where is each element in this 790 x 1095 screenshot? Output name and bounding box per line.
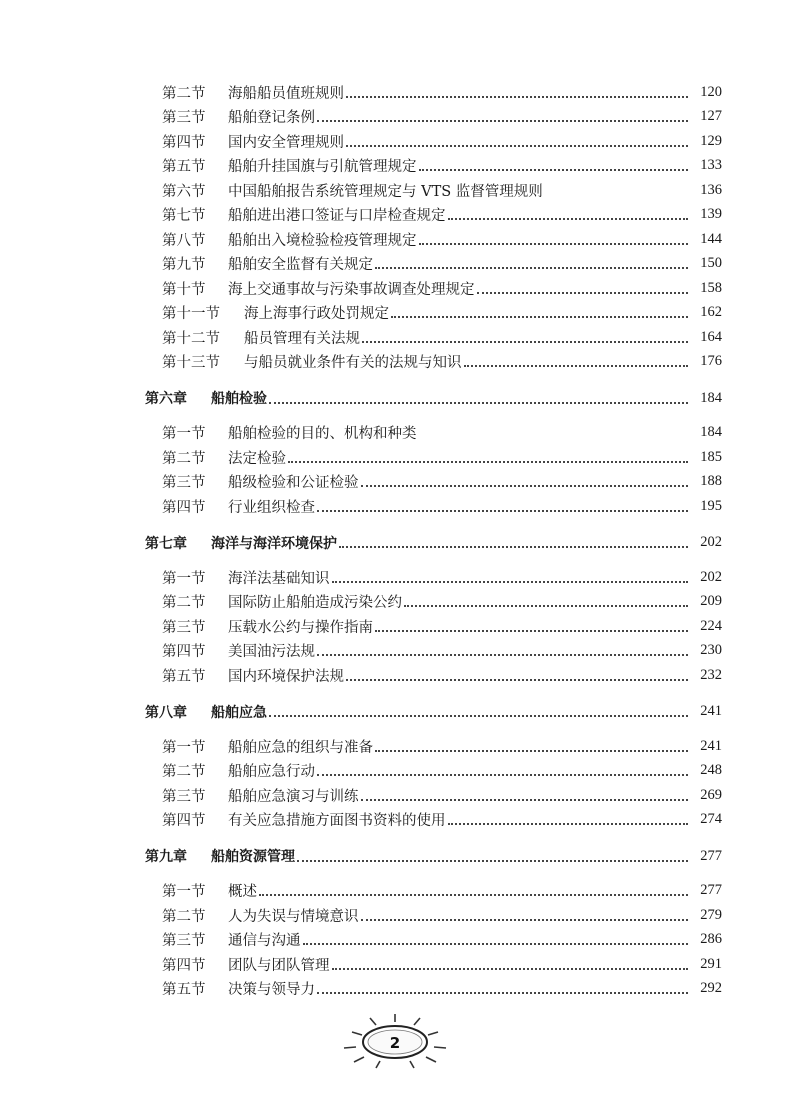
section-title: 与船员就业条件有关的法规与知识 — [244, 355, 462, 372]
page-number: 150 — [700, 255, 722, 272]
section-title: 船舶应急演习与训练 — [228, 788, 359, 805]
page-number: 162 — [700, 304, 722, 321]
leader-dots — [303, 942, 689, 945]
page-number: 120 — [700, 83, 722, 100]
section-number: 第十节 — [162, 281, 206, 298]
toc-entry[interactable] — [0, 80, 790, 105]
chapter-heading[interactable] — [0, 531, 790, 556]
leader-dots — [332, 580, 689, 583]
page-number: 241 — [700, 703, 722, 720]
section-number: 第五节 — [162, 668, 206, 685]
page-number: 291 — [700, 955, 722, 972]
toc-entry[interactable] — [0, 252, 790, 277]
toc-entry[interactable] — [0, 879, 790, 904]
leader-dots — [317, 509, 688, 512]
toc-entry[interactable] — [0, 178, 790, 203]
section-title: 船舶出入境检验检疫管理规定 — [228, 232, 417, 249]
section-number: 第一节 — [162, 884, 206, 901]
section-number: 第十三节 — [162, 355, 220, 372]
page-number: 286 — [700, 931, 722, 948]
chapter-title: 船舶资源管理 — [211, 849, 295, 866]
leader-dots — [259, 893, 688, 896]
section-title: 船舶检验的目的、机构和种类 — [228, 426, 417, 443]
leader-dots — [346, 678, 688, 681]
page-number: 277 — [700, 882, 722, 899]
section-number: 第九节 — [162, 257, 206, 274]
page-number: 292 — [700, 980, 722, 997]
toc-entry[interactable] — [0, 470, 790, 495]
toc-entry[interactable] — [0, 276, 790, 301]
leader-dots — [361, 798, 689, 801]
section-number: 第三节 — [162, 619, 206, 636]
toc-entry[interactable] — [0, 494, 790, 519]
page-number-badge — [340, 1010, 450, 1072]
spacer — [0, 411, 790, 421]
leader-dots — [477, 291, 689, 294]
section-title: 人为失误与情境意识 — [228, 908, 359, 925]
section-number: 第四节 — [162, 134, 206, 151]
chapter-title: 船舶检验 — [211, 391, 267, 408]
spacer — [0, 374, 790, 386]
section-number: 第八节 — [162, 232, 206, 249]
section-number: 第七节 — [162, 208, 206, 225]
leader-dots — [391, 315, 688, 318]
section-number: 第二节 — [162, 85, 206, 102]
page-number: 139 — [700, 206, 722, 223]
leader-dots — [317, 119, 688, 122]
toc-entry[interactable] — [0, 421, 790, 446]
leader-dots — [317, 773, 688, 776]
section-title: 有关应急措施方面图书资料的使用 — [228, 813, 446, 830]
page-number: 184 — [700, 389, 722, 406]
page-number: 279 — [700, 906, 722, 923]
toc-entry[interactable] — [0, 734, 790, 759]
page-number: 164 — [700, 328, 722, 345]
page-number: 195 — [700, 497, 722, 514]
chapter-title: 海洋与海洋环境保护 — [211, 535, 337, 552]
section-number: 第三节 — [162, 475, 206, 492]
page-number: 202 — [700, 534, 722, 551]
leader-dots — [346, 95, 688, 98]
section-number: 第三节 — [162, 788, 206, 805]
leader-dots — [317, 991, 688, 994]
toc-entry[interactable] — [0, 105, 790, 130]
section-title: 海上海事行政处罚规定 — [244, 306, 389, 323]
toc-entry[interactable] — [0, 808, 790, 833]
leader-dots — [332, 967, 689, 970]
section-title: 国内环境保护法规 — [228, 668, 344, 685]
page-number: 269 — [700, 786, 722, 803]
section-title: 压载水公约与操作指南 — [228, 619, 373, 636]
section-number: 第四节 — [162, 499, 206, 516]
leader-dots — [317, 653, 688, 656]
section-title: 船舶升挂国旗与引航管理规定 — [228, 159, 417, 176]
leader-dots — [269, 401, 688, 404]
leader-dots — [448, 822, 689, 825]
section-number: 第三节 — [162, 110, 206, 127]
toc-entry[interactable] — [0, 203, 790, 228]
leader-dots — [346, 144, 688, 147]
page-number: 158 — [700, 279, 722, 296]
page-number: 224 — [700, 617, 722, 634]
page-number: 133 — [700, 157, 722, 174]
section-title: 通信与沟通 — [228, 933, 301, 950]
toc-entry[interactable] — [0, 565, 790, 590]
page-number: 202 — [700, 568, 722, 585]
section-number: 第二节 — [162, 764, 206, 781]
section-number: 第一节 — [162, 570, 206, 587]
section-title: 国内安全管理规则 — [228, 134, 344, 151]
section-title: 船舶登记条例 — [228, 110, 315, 127]
section-number: 第一节 — [162, 426, 206, 443]
leader-dots — [464, 364, 689, 367]
section-number: 第十二节 — [162, 330, 220, 347]
leader-dots — [545, 193, 688, 196]
leader-dots — [375, 266, 688, 269]
chapter-number: 第七章 — [145, 535, 187, 552]
leader-dots — [339, 545, 688, 548]
spacer — [0, 724, 790, 734]
leader-dots — [375, 749, 688, 752]
section-list-continued — [0, 80, 790, 374]
toc-entry[interactable] — [0, 325, 790, 350]
leader-dots — [419, 435, 689, 438]
footer-page-number: 2 — [389, 1034, 401, 1052]
leader-dots — [362, 340, 688, 343]
toc-entry[interactable] — [0, 977, 790, 1002]
spacer — [0, 688, 790, 700]
page-number: 184 — [700, 424, 722, 441]
leader-dots — [419, 242, 689, 245]
page-number: 129 — [700, 132, 722, 149]
page-number: 185 — [700, 448, 722, 465]
leader-dots — [361, 918, 689, 921]
chapter-title: 船舶应急 — [211, 704, 267, 721]
chapter-number: 第六章 — [145, 391, 187, 408]
section-title: 团队与团队管理 — [228, 957, 330, 974]
toc-entry[interactable] — [0, 783, 790, 808]
section-title: 法定检验 — [228, 450, 286, 467]
section-title: 海船船员值班规则 — [228, 85, 344, 102]
leader-dots — [269, 714, 688, 717]
chapter-heading[interactable] — [0, 386, 790, 411]
section-title: 行业组织检查 — [228, 499, 315, 516]
chapter-number: 第八章 — [145, 704, 187, 721]
toc-entry[interactable] — [0, 663, 790, 688]
toc-entry[interactable] — [0, 759, 790, 784]
toc-entry[interactable] — [0, 129, 790, 154]
spacer — [0, 555, 790, 565]
leader-dots — [297, 859, 688, 862]
section-title: 国际防止船舶造成污染公约 — [228, 595, 402, 612]
section-title: 船舶安全监督有关规定 — [228, 257, 373, 274]
page-number: 209 — [700, 593, 722, 610]
page-number: 176 — [700, 353, 722, 370]
section-number: 第四节 — [162, 813, 206, 830]
page-number: 241 — [700, 737, 722, 754]
toc-entry[interactable] — [0, 928, 790, 953]
section-title: 美国油污法规 — [228, 644, 315, 661]
chapter-heading[interactable] — [0, 844, 790, 869]
section-title: 海上交通事故与污染事故调查处理规定 — [228, 281, 475, 298]
section-title: 船舶进出港口签证与口岸检查规定 — [228, 208, 446, 225]
spacer — [0, 519, 790, 531]
leader-dots — [375, 629, 688, 632]
leader-dots — [288, 460, 688, 463]
toc-entry[interactable] — [0, 301, 790, 326]
section-number: 第三节 — [162, 933, 206, 950]
page-number: 230 — [700, 642, 722, 659]
section-number: 第五节 — [162, 159, 206, 176]
section-number: 第五节 — [162, 982, 206, 999]
toc-entry[interactable] — [0, 227, 790, 252]
chapter-heading[interactable] — [0, 700, 790, 725]
toc-entry[interactable] — [0, 639, 790, 664]
toc-entry[interactable] — [0, 445, 790, 470]
chapter-number: 第九章 — [145, 849, 187, 866]
page-number: 277 — [700, 847, 722, 864]
page-number: 144 — [700, 230, 722, 247]
section-number: 第十一节 — [162, 306, 220, 323]
leader-dots — [448, 217, 689, 220]
spacer — [0, 869, 790, 879]
section-title: 船舶应急的组织与准备 — [228, 739, 373, 756]
leader-dots — [361, 484, 689, 487]
section-title: 船员管理有关法规 — [244, 330, 360, 347]
leader-dots — [404, 604, 688, 607]
spacer — [0, 832, 790, 844]
toc-entry[interactable] — [0, 952, 790, 977]
page-number: 274 — [700, 811, 722, 828]
toc-entry[interactable] — [0, 903, 790, 928]
toc-entry[interactable] — [0, 154, 790, 179]
section-title: 海洋法基础知识 — [228, 570, 330, 587]
toc-entry[interactable] — [0, 614, 790, 639]
page-number: 248 — [700, 762, 722, 779]
page-number: 127 — [700, 108, 722, 125]
toc-entry[interactable] — [0, 350, 790, 375]
leader-dots — [419, 168, 689, 171]
section-title: 船级检验和公证检验 — [228, 475, 359, 492]
page-number: 232 — [700, 666, 722, 683]
section-title: 概述 — [228, 884, 257, 901]
section-number: 第一节 — [162, 739, 206, 756]
section-number: 第二节 — [162, 595, 206, 612]
section-number: 第二节 — [162, 908, 206, 925]
section-number: 第二节 — [162, 450, 206, 467]
section-title: 决策与领导力 — [228, 982, 315, 999]
section-number: 第四节 — [162, 957, 206, 974]
toc-entry[interactable] — [0, 590, 790, 615]
page-number: 188 — [700, 473, 722, 490]
section-title: 船舶应急行动 — [228, 764, 315, 781]
page-number: 136 — [700, 181, 722, 198]
section-number: 第四节 — [162, 644, 206, 661]
section-title: 中国船舶报告系统管理规定与 VTS 监督管理规则 — [228, 183, 543, 200]
section-number: 第六节 — [162, 183, 206, 200]
table-of-contents — [0, 80, 790, 1001]
